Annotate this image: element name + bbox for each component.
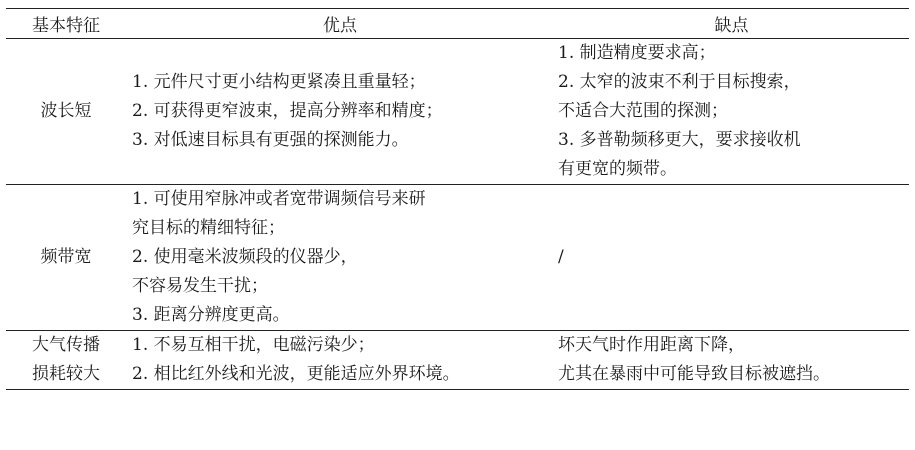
disadvantages-cell-lines [554,243,909,272]
feature-label: 频带宽 [40,247,92,267]
cell-text-line: 2. 相比红外线和光波，更能适应外界环境。 [132,364,460,384]
feature-label: 波长短 [40,101,92,121]
cell-text-line: 1. 制造精度要求高； [558,43,716,63]
cell-text-line: 2. 使用毫米波频段的仪器少， [132,247,358,267]
cell-text-line: 有更宽的频带。 [558,159,677,179]
disadvantages-cell [554,185,909,331]
cell-text-line: 1. 不易互相干扰，电磁污染少； [132,335,375,355]
cell-text-line: 2. 可获得更窄波束，提高分辨率和精度； [132,101,443,121]
cell-text-line: / [558,247,564,267]
feature-cell-lines [6,243,126,272]
advantages-cell-lines [126,68,554,155]
header-advantages: 优点 [126,9,554,39]
advantages-cell-lines [126,331,554,389]
row-short-wavelength [6,39,909,185]
comparison-table-container [0,8,915,450]
feature-cell-lines [6,97,126,126]
cell-text-line: 2. 太窄的波束不利于目标搜索， [558,72,801,92]
disadvantages-cell [554,331,909,390]
cell-text-line: 3. 对低速目标具有更强的探测能力。 [132,130,409,150]
cell-text-line: 尤其在暴雨中可能导致目标被遮挡。 [558,364,830,384]
advantages-cell [126,185,554,331]
cell-text-line: 不适合大范围的探测； [558,101,728,121]
feature-label: 大气传播 [32,335,100,355]
table-body [6,39,909,390]
cell-text-line: 3. 多普勒频移更大，要求接收机 [558,130,801,150]
cell-text-line: 3. 距离分辨度更高。 [132,305,290,325]
comparison-table [6,8,909,390]
feature-cell-lines [6,331,126,389]
cell-text-line: 1. 可使用窄脉冲或者宽带调频信号来研 [132,189,426,209]
disadvantages-cell [554,39,909,185]
advantages-cell [126,331,554,390]
feature-cell [6,185,126,331]
disadvantages-cell-lines [554,331,909,389]
row-atmospheric-loss [6,331,909,390]
cell-text-line: 究目标的精细特征； [132,218,285,238]
feature-cell [6,39,126,185]
advantages-cell [126,39,554,185]
cell-text-line: 不容易发生干扰； [132,276,268,296]
header-feature: 基本特征 [6,9,126,39]
header-row [6,9,909,39]
header-disadvantages: 缺点 [554,9,909,39]
row-wide-band [6,185,909,331]
cell-text-line: 1. 元件尺寸更小结构更紧凑且重量轻； [132,72,426,92]
feature-label: 损耗较大 [32,364,100,384]
advantages-cell-lines [126,185,554,330]
disadvantages-cell-lines [554,39,909,184]
cell-text-line: 坏天气时作用距离下降， [558,335,745,355]
feature-cell [6,331,126,390]
